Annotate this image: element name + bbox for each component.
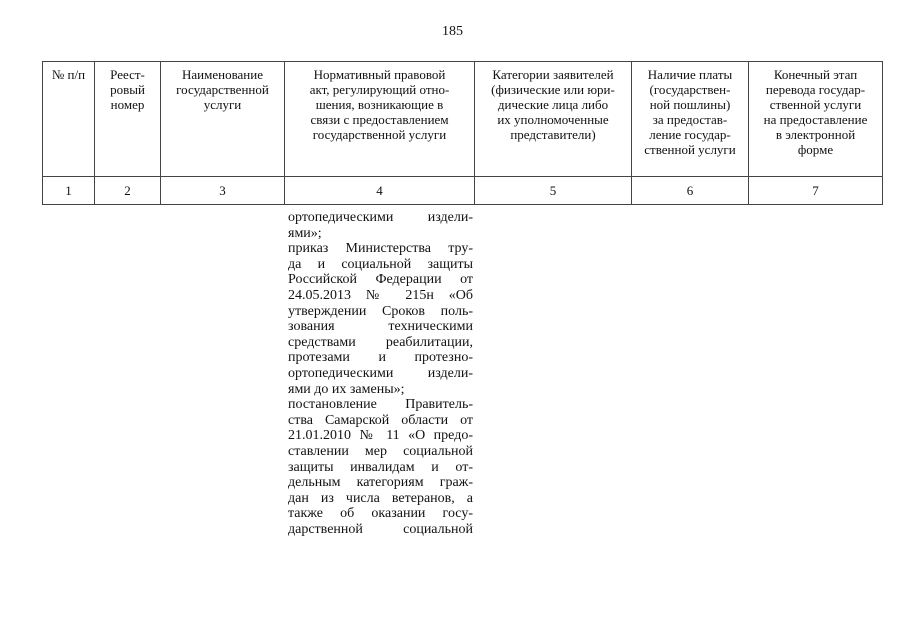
text-line: ортопедическими издели- xyxy=(288,210,473,225)
text-line: приказ Министерства тру- xyxy=(288,241,473,257)
legal-acts-continuation xyxy=(288,210,473,537)
column-number-cell: 6 xyxy=(632,177,749,205)
text-line: да и социальной защиты xyxy=(288,256,473,272)
header-service-name: Наименование государственной услуги xyxy=(161,62,285,177)
text-line: утверждении Сроков поль- xyxy=(288,303,473,319)
text-line: дельным категориям граж- xyxy=(288,475,473,491)
text-line: 24.05.2013 № 215н «Об xyxy=(288,287,473,303)
text-line: ства Самарской области от xyxy=(288,412,473,428)
text-line: ставлении мер социальной xyxy=(288,443,473,459)
header-legal-act: Нормативный правовой акт, регулирующий отно- шения, возникающие в связи с предоставлением государственной услуги xyxy=(285,62,475,177)
text-line: средствами реабилитации, xyxy=(288,334,473,350)
text-line: Российской Федерации от xyxy=(288,272,473,288)
text-line: также об оказании госу- xyxy=(288,506,473,522)
text-line: ями до их замены»; xyxy=(288,381,405,397)
text-line: постановление Правитель- xyxy=(288,397,473,413)
column-number-cell: 4 xyxy=(285,177,475,205)
text-line: дан из числа ветеранов, а xyxy=(288,490,473,506)
header-final-stage: Конечный этап перевода государ- ственной услуги на предоставление в электронной форме xyxy=(749,62,883,177)
column-number-cell: 2 xyxy=(95,177,161,205)
column-number-cell: 7 xyxy=(749,177,883,205)
text-line: ортопедическими издели- xyxy=(288,365,473,381)
table-header-row xyxy=(43,62,883,177)
text-line: защиты инвалидам и от- xyxy=(288,459,473,475)
header-registry-number: Реест- ровый номер xyxy=(95,62,161,177)
page-number: 185 xyxy=(442,24,463,39)
text-line: ями»; xyxy=(288,225,322,241)
header-fee: Наличие платы (государствен- ной пошлины) за предостав- ление государ- ственной услуги xyxy=(632,62,749,177)
services-table xyxy=(42,61,883,205)
text-line: протезами и протезно- xyxy=(288,350,473,366)
header-number: № п/п xyxy=(43,62,95,177)
column-number-cell: 1 xyxy=(43,177,95,205)
column-number-cell: 3 xyxy=(161,177,285,205)
text-line: 21.01.2010 № 11 «О предо- xyxy=(288,428,473,444)
column-number-row xyxy=(43,177,883,205)
column-number-cell: 5 xyxy=(475,177,632,205)
text-line: зования техническими xyxy=(288,319,473,335)
header-applicant-categories: Категории заявителей (физические или юри- дические лица либо их уполномоченные представители) xyxy=(475,62,632,177)
text-line: дарственной социальной xyxy=(288,521,473,537)
